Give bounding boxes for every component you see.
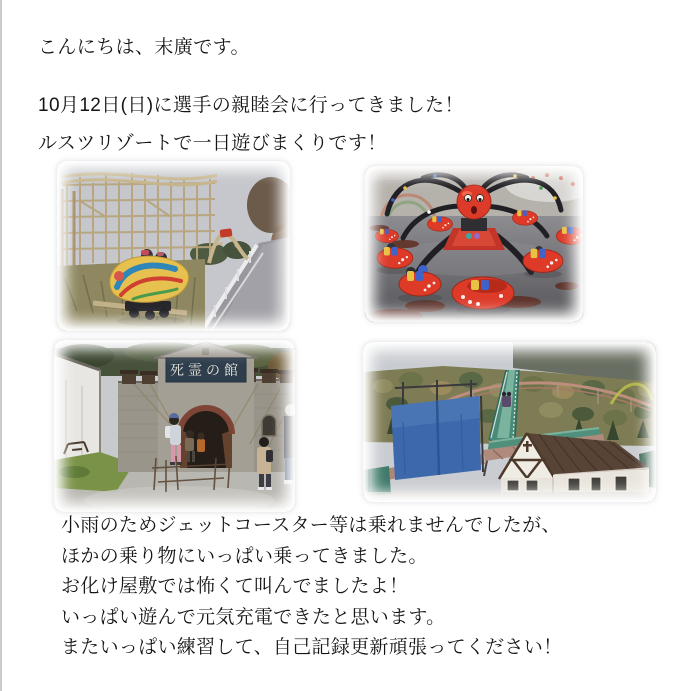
intro-line-1: 10月12日(日)に選手の親睦会に行ってきました！ xyxy=(38,95,464,116)
photo-haunted-house xyxy=(54,340,295,512)
window-left-border xyxy=(0,0,2,691)
closing-line-1: 小雨のためジェットコースター等は乗れませんでしたが、 xyxy=(61,515,561,536)
photo-flume-and-chalet xyxy=(363,342,656,502)
photo-octopus-ride xyxy=(365,166,583,322)
closing-line-2: ほかの乗り物にいっぱい乗ってきました。 xyxy=(61,545,428,567)
bobsled-coaster-illustration xyxy=(57,161,290,331)
octopus-head xyxy=(457,185,491,219)
haunted-house-sign-text: 死霊の館 xyxy=(170,362,242,378)
closing-line-3: お化け屋敷では怖くて叫んでましたよ！ xyxy=(61,576,409,597)
haunted-house-illustration xyxy=(54,340,295,512)
photo-bobsled-coaster xyxy=(57,161,290,331)
closing-line-5: またいっぱい練習して、自己記録更新頑張ってください！ xyxy=(61,637,563,658)
foreground-car xyxy=(452,277,514,315)
closing-line-4: いっぱい遊んで元気充電できたと思います。 xyxy=(61,606,446,628)
intro-line-2: ルスツリゾートで一日遊びまくりです！ xyxy=(38,133,387,154)
closing-paragraph xyxy=(61,511,562,664)
blue-tarp-wall xyxy=(391,396,481,480)
flume-chalet-illustration xyxy=(363,342,656,502)
octopus-ride-illustration xyxy=(365,166,583,322)
greeting-text: こんにちは、末廣です。 xyxy=(38,37,250,58)
